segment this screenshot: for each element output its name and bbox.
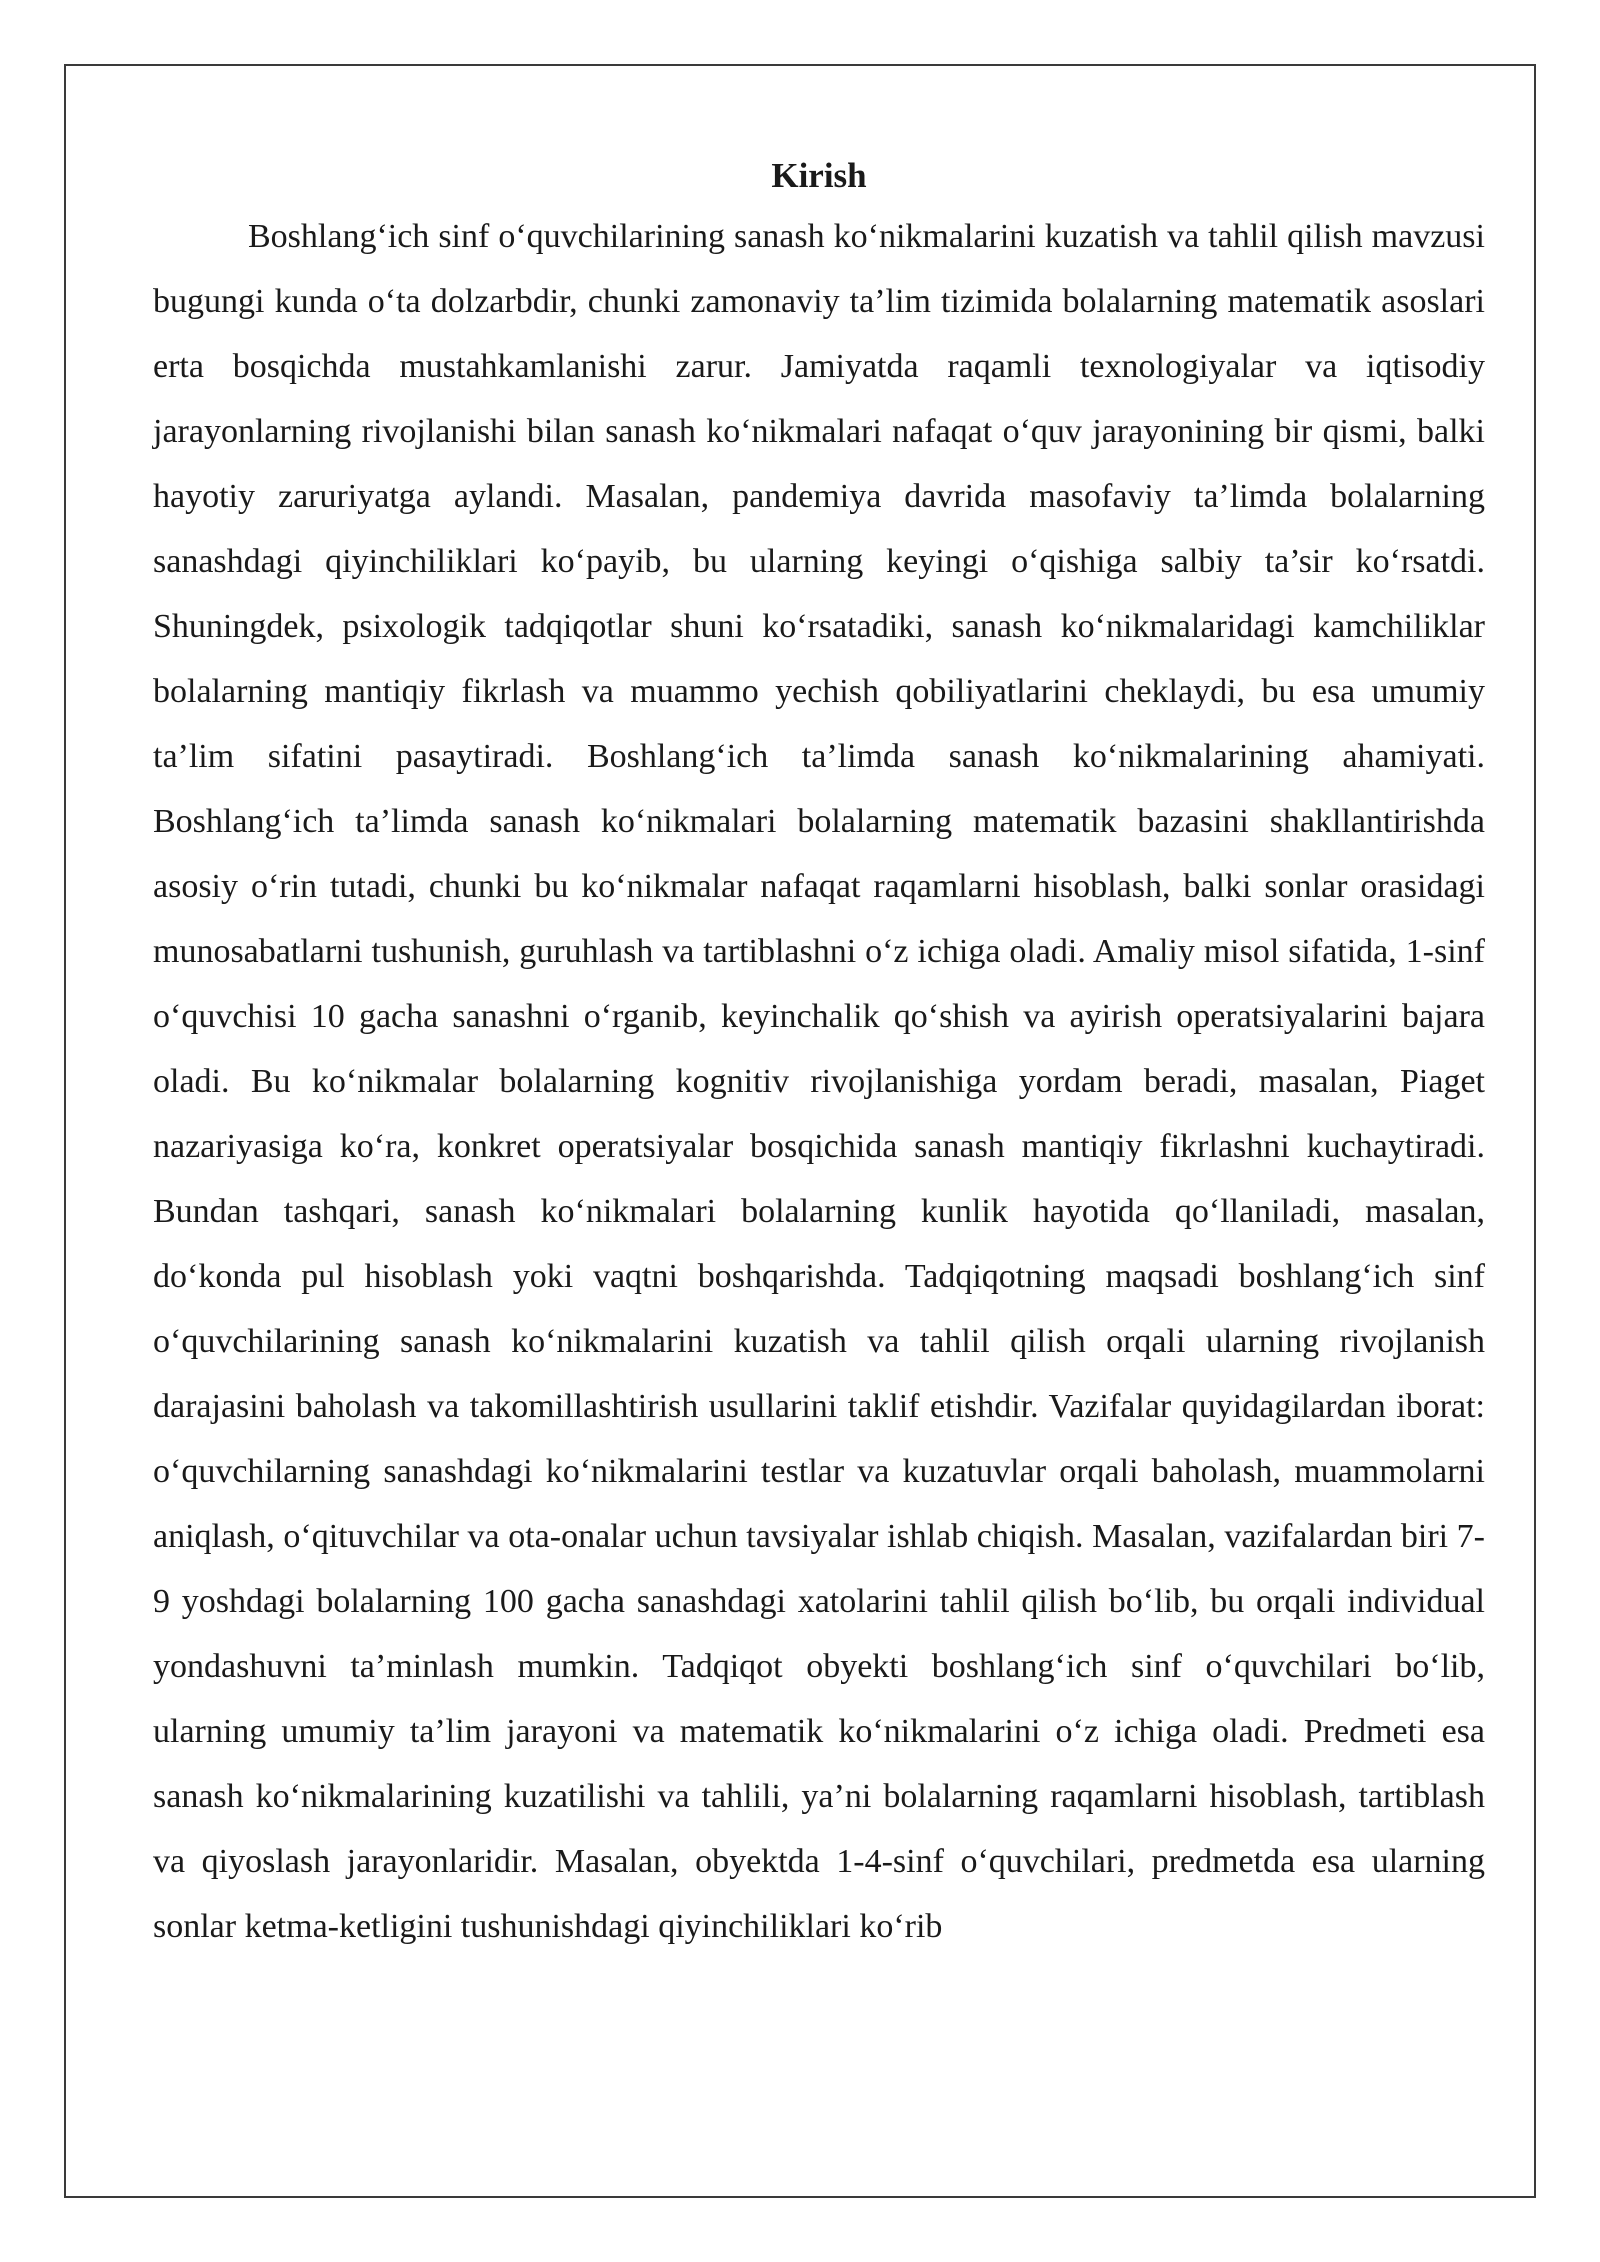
body-paragraph: Boshlang‘ich sinf o‘quvchilarining sanash ko‘nikmalarini kuzatish va tahlil qilish mavzusi bugungi kunda o‘ta dolzarbdir, chunki zamonaviy ta’lim tizimida bolalarning matematik asoslari erta bosqichda mustahkamlanishi zarur. Jamiyatda raqamli texnologiyalar va iqtisodiy jarayonlarning rivojlanishi bilan sanash ko‘nikmalari nafaqat o‘quv jarayonining bir qismi, balki hayotiy zaruriyatga aylandi. Masalan, pandemiya davrida masofaviy ta’limda bolalarning sanashdagi qiyinchiliklari ko‘payib, bu ularning keyingi o‘qishiga salbiy ta’sir ko‘rsatdi. Shuningdek, psixologik tadqiqotlar shuni ko‘rsatadiki, sanash ko‘nikmalaridagi kamchiliklar bolalarning mantiqiy fikrlash va muammo yechish qobiliyatlarini cheklaydi, bu esa umumiy ta’lim sifatini pasaytiradi. Boshlang‘ich ta’limda sanash ko‘nikmalarining ahamiyati. Boshlang‘ich ta’limda sanash ko‘nikmalari bolalarning matematik bazasini shakllantirishda asosiy o‘rin tutadi, chunki bu ko‘nikmalar nafaqat raqamlarni hisoblash, balki sonlar orasidagi munosabatlarni tushunish, guruhlash va tartiblashni o‘z ichiga oladi. Amaliy misol sifatida, 1-sinf o‘quvchisi 10 gacha sanashni o‘rganib, keyinchalik qo‘shish va ayirish operatsiyalarini bajara oladi. Bu ko‘nikmalar bolalarning kognitiv rivojlanishiga yordam beradi, masalan, Piaget nazariyasiga ko‘ra, konkret operatsiyalar bosqichida sanash mantiqiy fikrlashni kuchaytiradi. Bundan tashqari, sanash ko‘nikmalari bolalarning kunlik hayotida qo‘llaniladi, masalan, do‘konda pul hisoblash yoki vaqtni boshqarishda. Tadqiqotning maqsadi boshlang‘ich sinf o‘quvchilarining sanash ko‘nikmalarini kuzatish va tahlil qilish orqali ularning rivojlanish darajasini baholash va takomillashtirish usullarini taklif etishdir. Vazifalar quyidagilardan iborat: o‘quvchilarning sanashdagi ko‘nikmalarini testlar va kuzatuvlar orqali baholash, muammolarni aniqlash, o‘qituvchilar va ota-onalar uchun tavsiyalar ishlab chiqish. Masalan, vazifalardan biri 7-9 yoshdagi bolalarning 100 gacha sanashdagi xatolarini tahlil qilish bo‘lib, bu orqali individual yondashuvni ta’minlash mumkin. Tadqiqot obyekti boshlang‘ich sinf o‘quvchilari bo‘lib, ularning umumiy ta’lim jarayoni va matematik ko‘nikmalarini o‘z ichiga oladi. Predmeti esa sanash ko‘nikmalarining kuzatilishi va tahlili, ya’ni bolalarning raqamlarni hisoblash, tartiblash va qiyoslash jarayonlaridir. Masalan, obyektda 1-4-sinf o‘quvchilari, predmetda esa ularning sonlar ketma-ketligini tushunishdagi qiyinchiliklari ko‘rib	[153, 218, 1485, 1945]
section-heading: Kirish	[771, 156, 867, 195]
document-body	[153, 148, 1485, 1959]
